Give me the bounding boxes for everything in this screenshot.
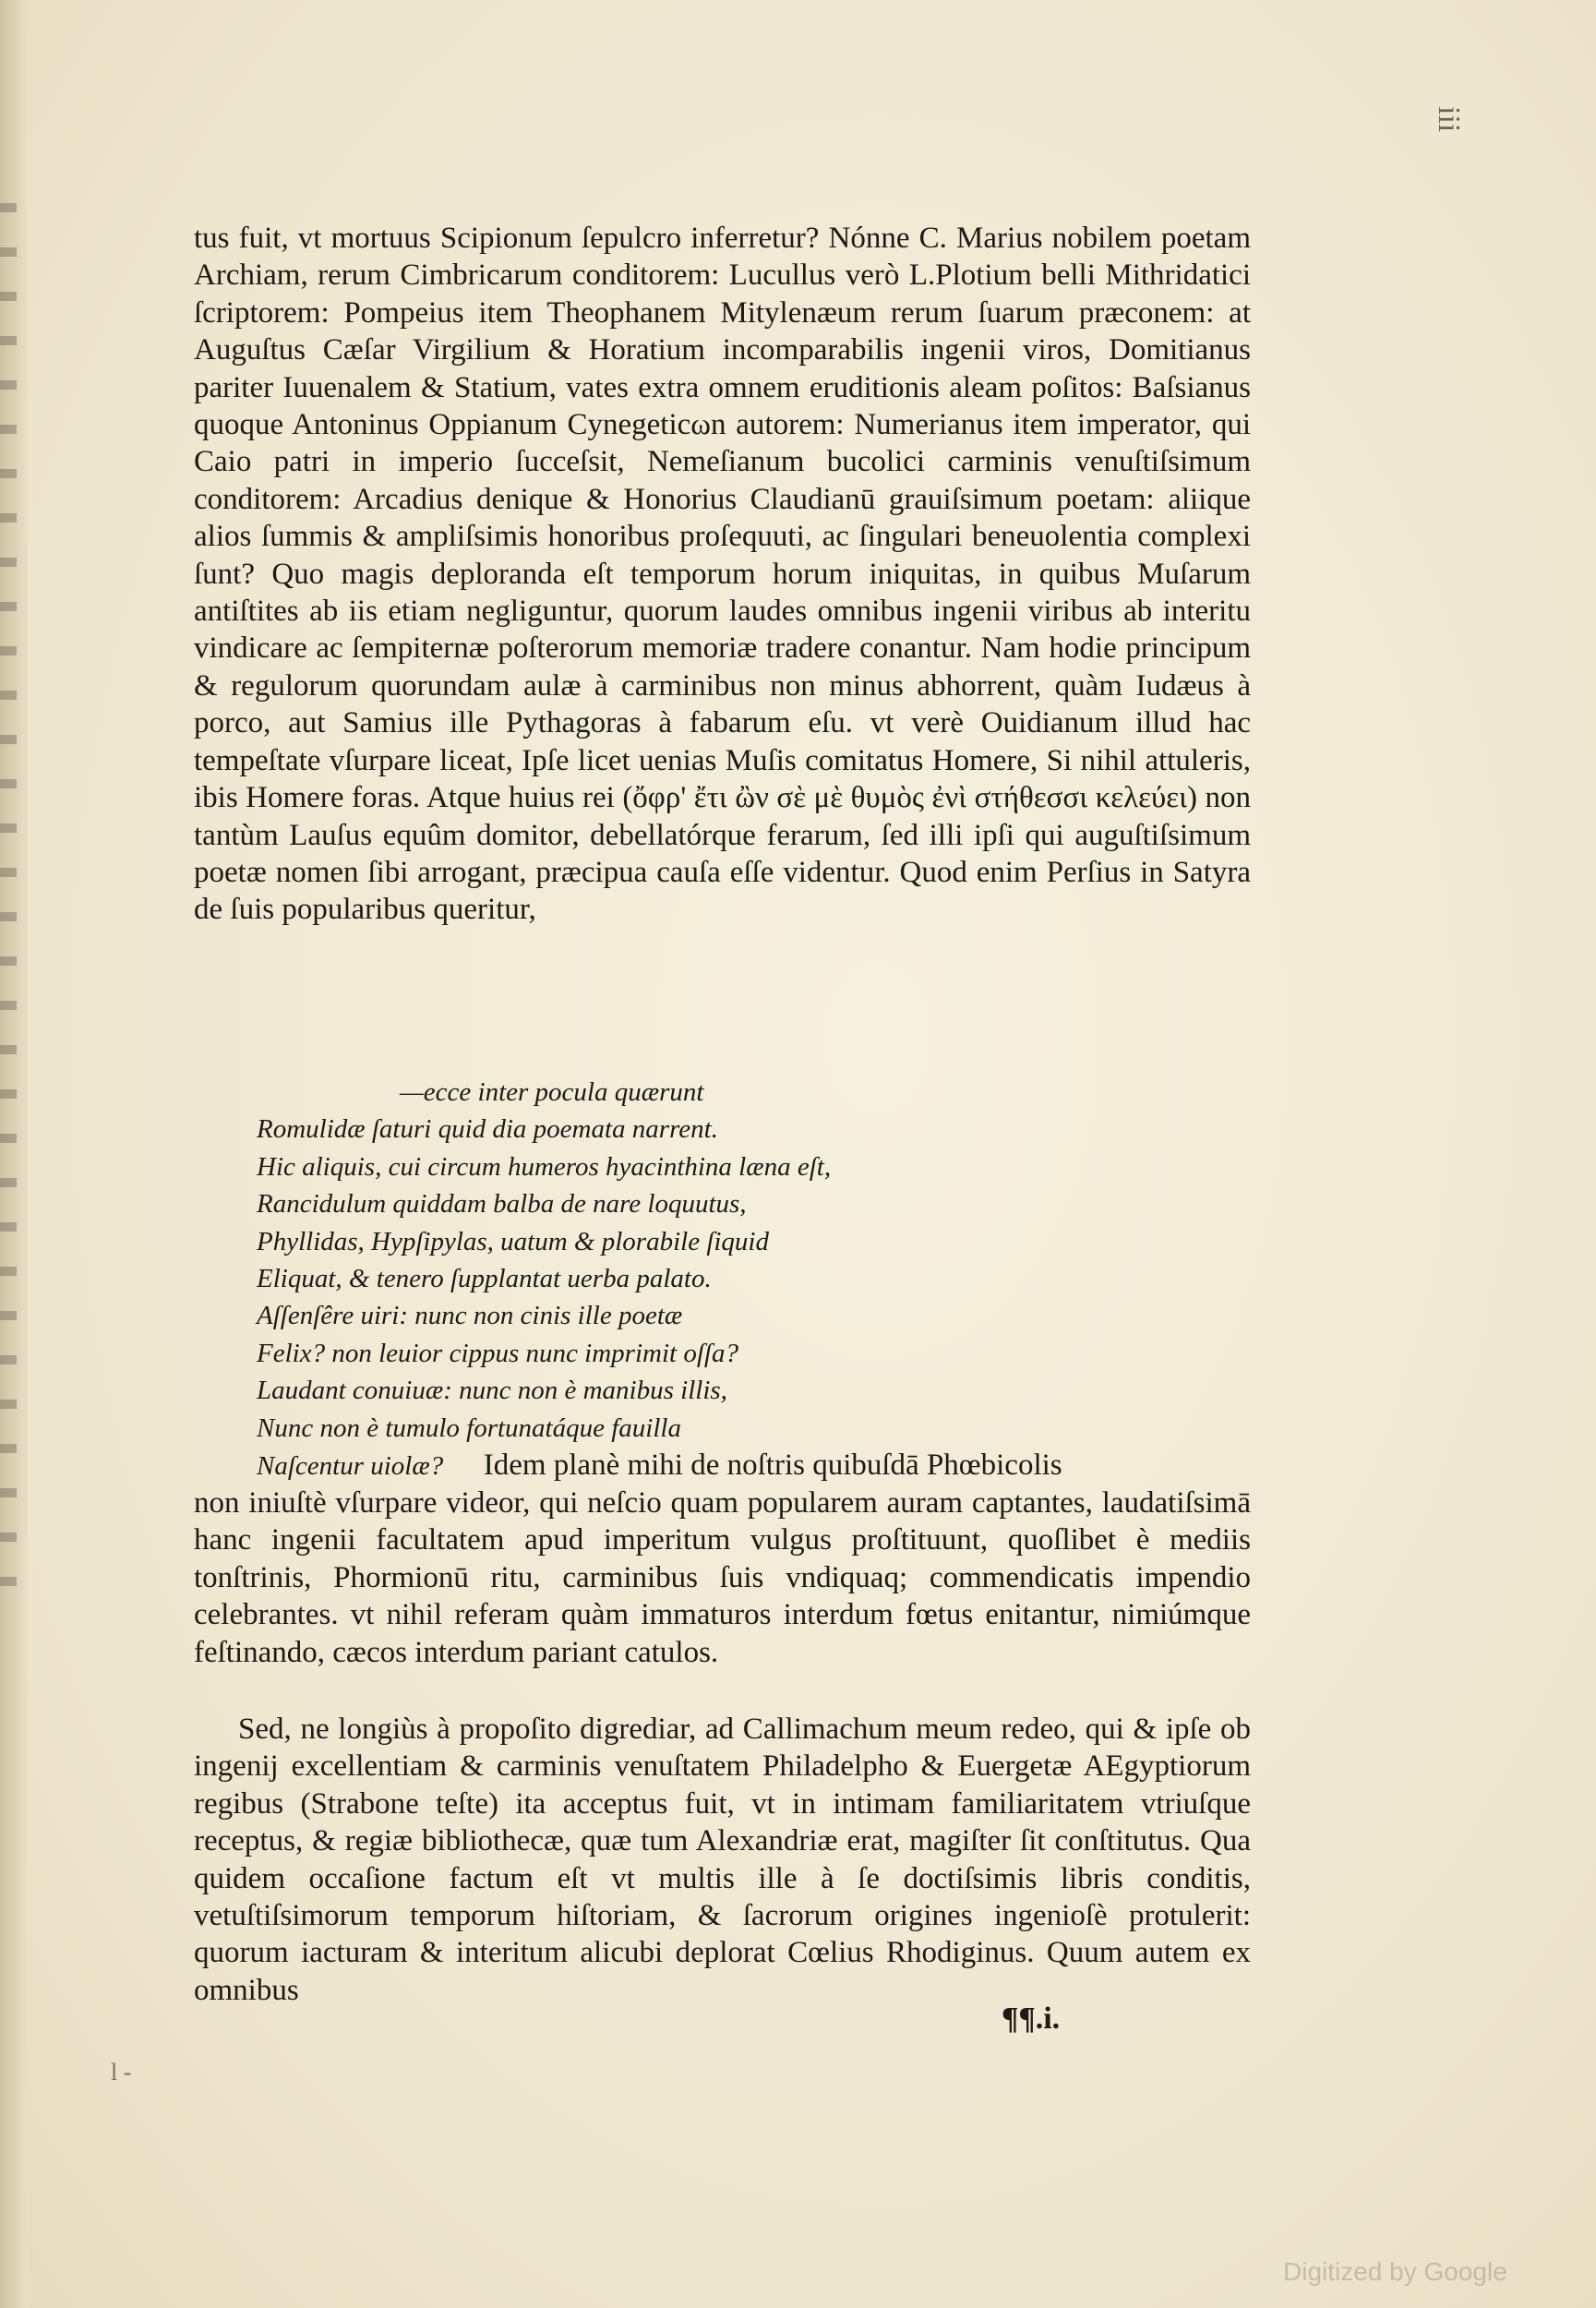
ink-bleed-edge xyxy=(0,203,17,1588)
verse-line: —ecce inter pocula quærunt xyxy=(400,1077,704,1107)
verse-line: Laudant conuiuæ: nunc non è manibus illis, xyxy=(257,1376,727,1406)
verse-line: Rancidulum quiddam balba de nare loquutus, xyxy=(257,1189,747,1220)
paragraph-2 xyxy=(194,1485,1251,1671)
verse-line: Nunc non è tumulo fortunatáque fauilla xyxy=(257,1412,681,1443)
verse-final-text: Naſcentur uiolæ? xyxy=(257,1451,444,1482)
verse-final-line xyxy=(257,1447,1254,1485)
resumed-prose-text: Idem planè mihi de noſtris quibuſdā Phœbicolis xyxy=(483,1449,1062,1483)
paragraph-3 xyxy=(194,1711,1251,2009)
verse-line: Felix? non leuior cippus nunc imprimit oſſa? xyxy=(257,1338,738,1368)
digitization-watermark: Digitized by Google xyxy=(1283,2257,1507,2286)
paragraph-2-text: non iniuſtè vſurpare videor, qui neſcio quam popularem auram captantes, laudatiſsimā hanc ingenii facultatem apud imperitum vulgus proſtituunt, quoſlibet è mediis tonſtrinis, Phormionū ritu, carminibus ſuis vndiquaq; commendicatis impendio celebrantes. vt nihil referam quàm immaturos interdum fœtus enitantur, nimiúmque feſtinando, cæcos interdum pariant catulos. xyxy=(194,1486,1251,1669)
margin-mark: l - xyxy=(111,2059,132,2086)
verse-line: Aſſenſêre uiri: nunc non cinis ille poetæ xyxy=(257,1301,683,1331)
persius-quotation xyxy=(257,1074,1254,1485)
page-signature-mark: iii xyxy=(1432,106,1466,133)
paragraph-1 xyxy=(194,220,1251,929)
paragraph-3-text: Sed, ne longiùs à propoſito digrediar, ad Callimachum meum redeo, qui & ipſe ob ingenij excellentiam & carminis venuſtatem Philadelpho & Euergetæ AEgyptiorum regibus (Strabone teſte) ita acceptus fuit, vt in intimam familiaritatem vtriuſque receptus, & regiæ bibliothecæ, quæ tum Alexandriæ erat, magiſter ſit conſtitutus. Qua quidem occaſione factum eſt vt multis ille à ſe doctiſsimis libris conditis, vetuſtiſsimorum temporum hiſtoriam, & ſacrorum origines ingenioſè protulerit: quorum iacturam & interitum alicubi deplorat Cœlius Rhodiginus. Quum autem ex omnibus xyxy=(194,1713,1251,2007)
verse-line: Eliquat, & tenero ſupplantat uerba palato. xyxy=(257,1264,712,1294)
verse-line: Hic aliquis, cui circum humeros hyacinthina læna eſt, xyxy=(257,1151,832,1182)
verse-line: Romulidæ ſaturi quid dia poemata narrent. xyxy=(257,1114,718,1145)
signature-catchword: ¶¶.i. xyxy=(1002,2001,1061,2036)
verse-line: Phyllidas, Hypſipylas, uatum & plorabile ſiquid xyxy=(257,1226,769,1256)
paragraph-1-text: tus fuit, vt mortuus Scipionum ſepulcro inferretur? Nónne C. Marius nobilem poetam Archiam, rerum Cimbricarum conditorem: Lucullus verò L.Plotium belli Mithridatici ſcriptorem: Pompeius item Theophanem Mitylenæum rerum ſuarum præconem: at Auguſtus Cæſar Virgilium & Horatium incomparabilis ingenii viros, Domitianus pariter Iuuenalem & Statium, vates extra omnem eruditionis aleam poſitos: Baſsianus quoque Antoninus Oppianum Cynegeticωn autorem: Numerianus item imperator, qui Caio patri in imperio ſucceſsit, Nemeſianum bucolici carminis venuſtiſsimum conditorem: Arcadius denique & Honorius Claudianū grauiſsimum poetam: aliique alios ſummis & ampliſsimis honoribus proſequuti, ac ſingulari beneuolentia complexi ſunt? Quo magis deploranda eſt temporum horum iniquitas, in quibus Muſarum antiſtites ab iis etiam negliguntur, quorum laudes omnibus ingenii viribus ab interitu vindicare ac ſempiternæ poſterorum memoriæ tradere conantur. Nam hodie principum & regulorum quorundam aulæ à carminibus non minus abhorrent, quàm Iudæus à porco, aut Samius ille Pythagoras à fabarum eſu. vt verè Ouidianum illud hac tempeſtate vſurpare liceat, Ipſe licet uenias Muſis comitatus Homere, Si nihil attuleris, ibis Homere foras. Atque huius rei (ὄφρ' ἔτι ὢν σὲ μὲ θυμὸς ἐνὶ στήθεσσι κελεύει) non tantùm Lauſus equûm domitor, debellatórque ferarum, ſed illi ipſi qui auguſtiſsimum poetæ nomen ſibi arrogant, præcipua cauſa eſſe videntur. Quod enim Perſius in Satyra de ſuis popularibus queritur, xyxy=(194,222,1251,927)
